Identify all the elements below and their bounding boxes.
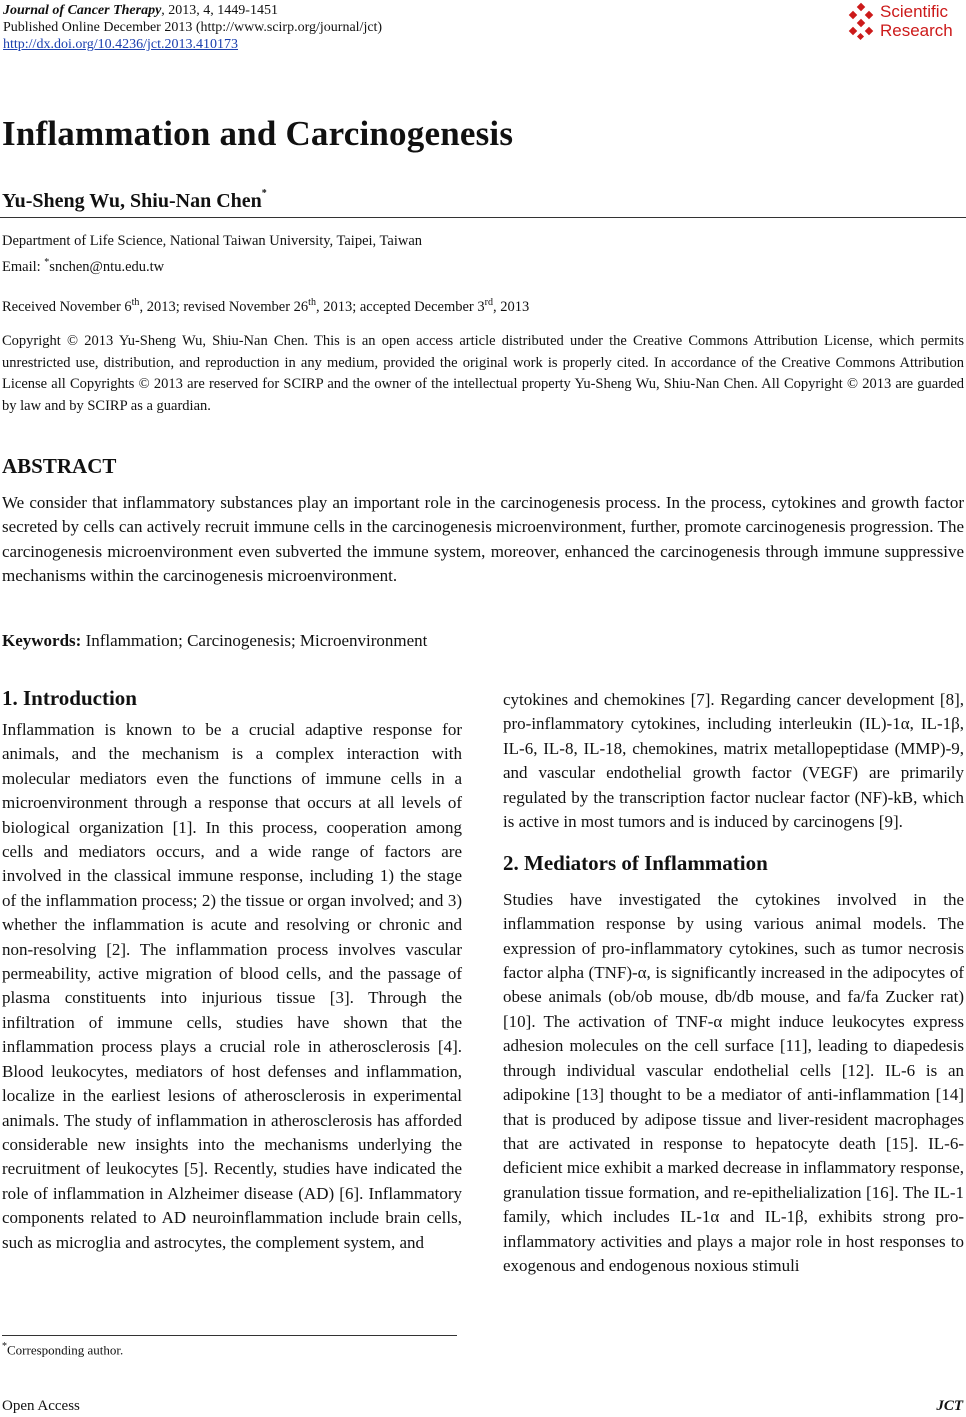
journal-issue: , 2013, 4, 1449-1451 bbox=[161, 3, 278, 18]
footnote-divider bbox=[2, 1335, 457, 1336]
author-list: Yu-Sheng Wu, Shiu-Nan Chen* bbox=[2, 188, 267, 212]
doi-link[interactable]: http://dx.doi.org/10.4236/jct.2013.410173 bbox=[3, 37, 239, 52]
abstract-heading: ABSTRACT bbox=[2, 454, 117, 478]
keywords-line bbox=[2, 631, 427, 651]
received-dates: Received November 6th, 2013; revised November 26th, 2013; accepted December 3rd, 2013 bbox=[2, 297, 530, 315]
published-line: Published Online December 2013 (http://www.scirp.org/journal/jct) bbox=[3, 20, 383, 35]
logo-wordmark: Scientific Research bbox=[880, 2, 953, 40]
introduction-paragraph: Inflammation is known to be a crucial adaptive response for animals, and the mechanism is a complex interaction with molecular mediators even the functions of immune cells in a microenvironment through a response that occurs at all levels of biological organization [1]. In this process, cooperation among cells and mediators occurs, and a wide range of factors are involved in the classical immune response, including 1) the stage of the inflammation process; 2) the tissue or organ involved; and 3) whether the inflammation is acute and resolving or chronic and non-resolving [2]. The inflammation process involves vascular permeability, active migration of blood cells, and the passage of plasma constituents into injurious tissue [3]. Through the infiltration of immune cells, studies have shown that the inflammation process plays a crucial role in atherosclerosis [4]. Blood leukocytes, mediators of host defenses and inflammation, localize in the earliest lesions of atherosclerosis in experimental animals. The study of inflammation in atherosclerosis has afforded considerable new insights into the mechanisms underlying the recruitment of leukocytes [5]. Recently, studies have indicated the role of inflammation in Alzheimer disease (AD) [6]. Inflammatory components related to AD neuroinflammation include brain cells, such as microglia and astrocytes, the complement system, and bbox=[2, 720, 462, 1252]
footnote: *Corresponding author. bbox=[2, 1341, 124, 1358]
title-divider bbox=[0, 217, 966, 218]
affiliation-block bbox=[2, 231, 422, 278]
section-heading-mediators: 2. Mediators of Inflammation bbox=[503, 851, 768, 876]
abstract-text: We consider that inflammatory substances play an important role in the carcinogenesis process. In the process, cytokines and growth factor secreted by cells can actively recruit immune cells in the carcinogenesis microenvironment, further, promote carcinogenesis progression. The carcinogenesis microenvironment even subverted the immune system, moreover, enhanced the carcinogenesis through immune suppressive mechanisms within the carcinogenesis microenvironment. bbox=[2, 493, 964, 586]
copyright-notice: Copyright © 2013 Yu-Sheng Wu, Shiu-Nan Chen. This is an open access article distributed under the Creative Commons Attribution License, which permits unrestricted use, distribution, and reproduction in any medium, provided the original work is properly cited. In accordance of the Creative Commons Attribution License all Copyrights © 2013 are reserved for SCIRP and the owner of the intellectual property Yu-Sheng Wu, Shiu-Nan Chen. All Copyright © 2013 are guarded by law and by SCIRP as a guardian. bbox=[2, 333, 964, 414]
right-column bbox=[503, 688, 964, 1278]
keywords-list: Inflammation; Carcinogenesis; Microenvironment bbox=[81, 631, 428, 650]
paper-title: Inflammation and Carcinogenesis bbox=[2, 114, 514, 153]
mediators-paragraph: Studies have investigated the cytokines involved in the inflammation response by using various animal models. The expression of pro-inflammatory cytokines, such as tumor necrosis factor alpha (TNF)-α, is significantly increased in the adipocytes of obese animals (ob/ob mouse, db/db mouse, and fa/fa Zucker rat) [10]. The activation of TNF-α might induce leukocytes express adhesion molecules on the cell surface [11], leading to diapedesis through individual vascular endothelial cells [12]. IL-6 is an adipokine [13] thought to be a mediator of anti-inflammation [14] that is produced by adipose tissue and liver-resident macrophages that are activated in response to hepatocyte death [15]. IL-6-deficient mice exhibit a marked decrease in inflammatory response, granulation tissue formation, and re-epithelialization [16]. The IL-1 family, which includes IL-1α and IL-1β, exhibits strong pro-inflammatory activities and plays a major role in host responses to exogenous and endogenous noxious stimuli bbox=[503, 889, 964, 1275]
keywords-label: Keywords: bbox=[2, 631, 82, 650]
left-column bbox=[2, 718, 462, 1255]
introduction-continuation: cytokines and chemokines [7]. Regarding cancer development [8], pro-inflammatory cytokines, including interleukin (IL)-1α, IL-1β, IL-6, IL-8, IL-18, chemokines, matrix metallopeptidase (MMP)-9, and vascular endothelial growth factor (VEGF) are primarily regulated by the transcription factor nuclear factor (NF)-kB, which is active in most tumors and is induced by carcinogens [9]. bbox=[503, 690, 964, 832]
affiliation: Department of Life Science, National Taiwan University, Taipei, Taiwan bbox=[2, 233, 423, 249]
footer-journal-abbrev: JCT bbox=[936, 1398, 963, 1414]
email-address: snchen@ntu.edu.tw bbox=[49, 258, 165, 275]
email-line: Email: *snchen@ntu.edu.tw bbox=[2, 257, 165, 275]
scirp-logo-icon bbox=[846, 2, 878, 42]
section-heading-introduction: 1. Introduction bbox=[2, 686, 137, 710]
footer-open-access: Open Access bbox=[2, 1398, 80, 1414]
journal-header bbox=[3, 2, 382, 53]
journal-name: Journal of Cancer Therapy bbox=[3, 3, 162, 18]
publisher-logo bbox=[846, 2, 964, 42]
